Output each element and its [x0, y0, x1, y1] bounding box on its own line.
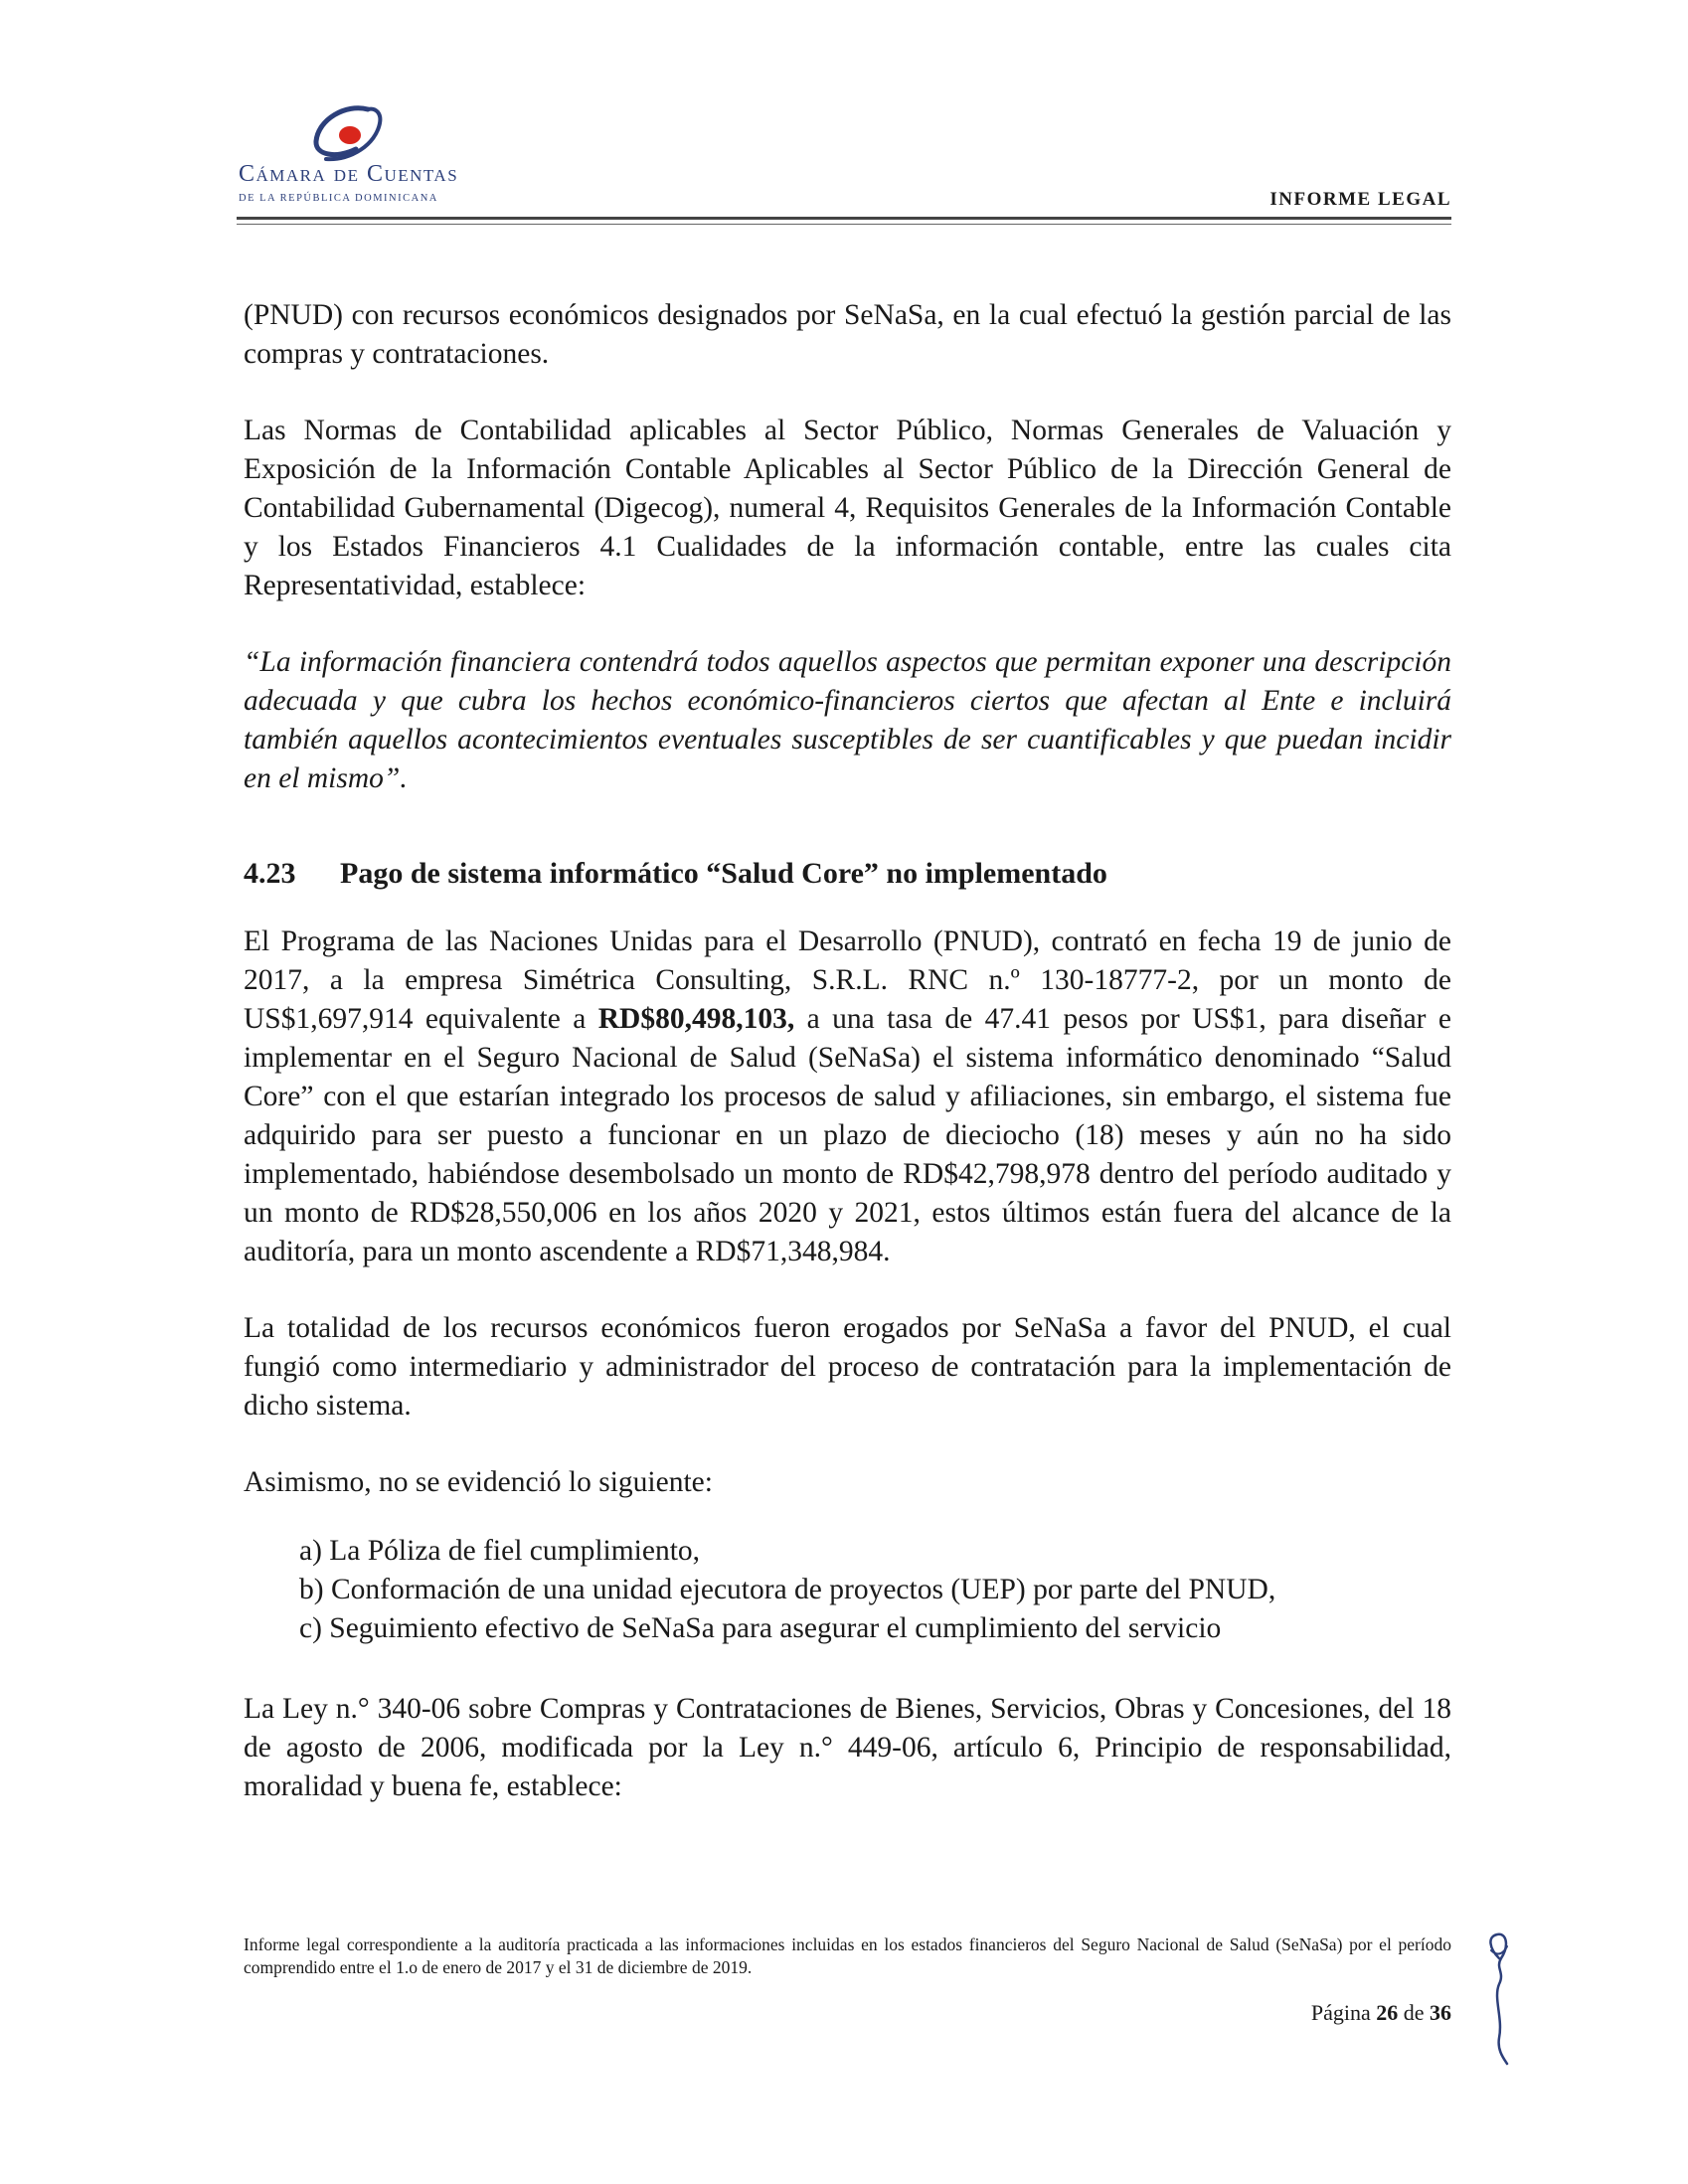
paragraph-normas: Las Normas de Contabilidad aplicables al Sector Público, Normas Generales de Valuación y Exposición de la Información Contable Aplicables al Sector Público de la Dirección General de Contabilidad Gubernamental (Digecog), numeral 4, Requisitos Generales de la Información Contable y los Estados Financieros 4.1 Cualidades de la información contable, entre las cuales cita Representatividad, establece: — [244, 415, 1451, 601]
amount-highlight: RD$80,498,103, — [597, 1003, 795, 1035]
page-total: 36 — [1430, 2000, 1451, 2025]
paragraph-ley: La Ley n.° 340-06 sobre Compras y Contrataciones de Bienes, Servicios, Obras y Concesiones, del 18 de agosto de 2006, modificada por la Ley n.° 449-06, artículo 6, Principio de responsabilidad, moralidad y buena fe, establece: — [244, 1693, 1451, 1802]
page-header — [237, 99, 1451, 239]
header-divider-thin — [237, 224, 1451, 225]
section-number: 4.23 — [244, 857, 296, 890]
paragraph-totalidad: La totalidad de los recursos económicos fueron erogados por SeNaSa a favor del PNUD, el cual fungió como intermediario y administrador del proceso de contratación para la implementación de dicho sistema. — [244, 1312, 1451, 1422]
quote-paragraph: “La información financiera contendrá todos aquellos aspectos que permitan exponer una descripción adecuada y que cubra los hechos económico-financieros ciertos que afectan al Ente e incluirá también aquellos acontecimientos eventuales susceptibles de ser cuantificables y que puedan incidir en el mismo”. — [244, 646, 1451, 794]
list-item: a) La Póliza de fiel cumplimiento, — [299, 1535, 701, 1567]
paragraph-text: El Programa de las Naciones Unidas para el Desarrollo (PNUD), contrató en fecha 19 de junio de 2017, a la empresa Simétrica Consulting, S.R.L. RNC n.º 130-18777-2, por un monto de US$1,697,914 equivalente a — [244, 925, 1451, 1035]
org-name: Cámara de Cuentas — [239, 161, 459, 187]
paragraph-asimismo: Asimismo, no se evidenció lo siguiente: — [244, 1466, 713, 1498]
list-item: c) Seguimiento efectivo de SeNaSa para asegurar el cumplimiento del servicio — [299, 1612, 1222, 1644]
page-current: 26 — [1376, 2000, 1399, 2025]
paragraph-text: a una tasa de 47.41 pesos por US$1, para diseñar e implementar en el Seguro Nacional de Salud (SeNaSa) el sistema informático denominado “Salud Core” con el que estarían integrado los procesos de salud y afiliaciones, sin embargo, el sistema fue adquirido para ser puesto a funcionar en un plazo de dieciocho (18) meses y aún no ha sido implementado, habiéndose desembolsado un monto de RD$42,798,978 dentro del período auditado y un monto de RD$28,550,006 en los años 2020 y 2021, estos últimos están fuera del alcance de la auditoría, para un monto ascendente a RD$71,348,984. — [244, 1003, 1451, 1267]
list-item: b) Conformación de una unidad ejecutora de proyectos (UEP) por parte del PNUD, — [299, 1574, 1276, 1605]
org-subtitle: DE LA REPÚBLICA DOMINICANA — [239, 193, 438, 204]
findings-list — [244, 1532, 1451, 1648]
report-label: INFORME LEGAL — [1269, 189, 1451, 210]
section-heading — [244, 854, 1451, 893]
page-number: Página 26 de 36 — [1310, 2000, 1451, 2025]
paragraph-salud-core — [244, 923, 1451, 1271]
paragraph-continuation: (PNUD) con recursos económicos designados por SeNaSa, en la cual efectuó la gestión parcial de las compras y contrataciones. — [244, 299, 1451, 370]
header-divider — [237, 217, 1451, 220]
section-title: Pago de sistema informático “Salud Core” no implementado — [340, 857, 1107, 890]
document-body — [244, 296, 1451, 1806]
footer-note: Informe legal correspondiente a la auditoría practicada a las informaciones incluidas en los estados financieros del Seguro Nacional de Salud (SeNaSa) por el período comprendido entre el 1.o de enero de 2017 y el 31 de diciembre de 2019. — [244, 1934, 1451, 1977]
signature-initials-icon — [1479, 1929, 1519, 2068]
